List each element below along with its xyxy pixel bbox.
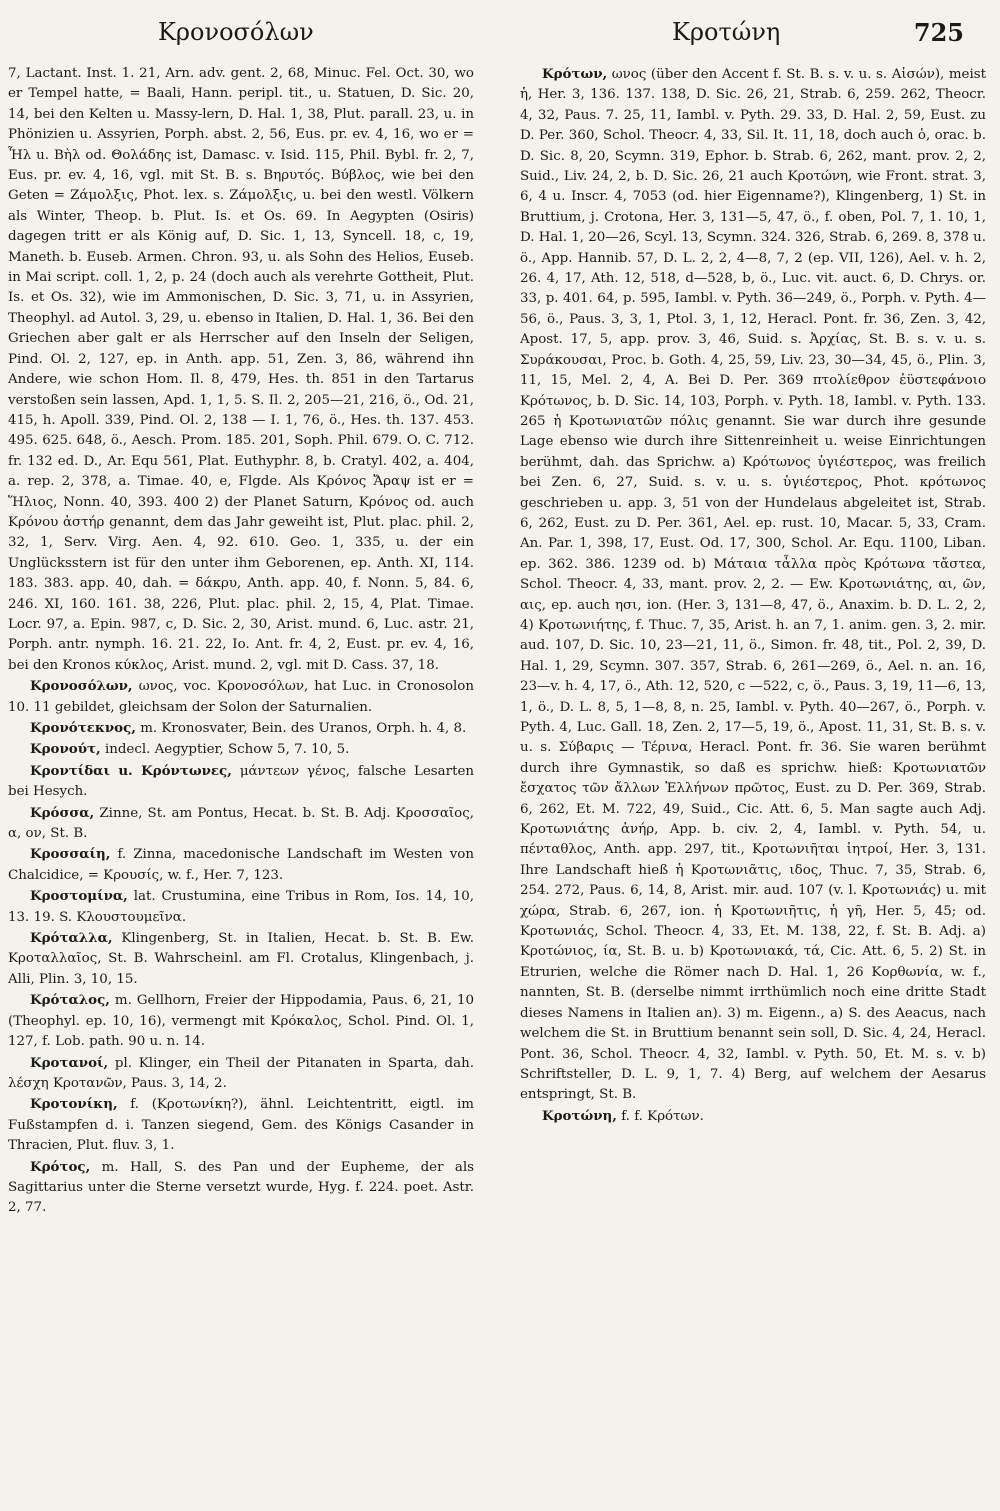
dictionary-entry [8, 761, 474, 803]
entry-text: f. (Κροτωνίκη?), ähnl. Leichtentritt, eigtl. im Fußstampfen d. i. Tanzen siegend, Gem. des Königs Casander in Thracien, Plut. fluv. 3, 1. [8, 1097, 474, 1154]
entry-text: Zinne, St. am Pontus, Hecat. b. St. B. Adj. Κροσσαῖος, α, ον, St. B. [8, 805, 475, 842]
entry-headword: Κροτονίκη, [30, 1096, 118, 1113]
entry-headword: Κρόσσα, [30, 804, 95, 821]
dictionary-entry [8, 1094, 474, 1156]
entry-text: f. Zinna, macedonische Landschaft im Westen von Chalcidice, = Κρουσίς, w. f., Her. 7, 123. [8, 847, 474, 883]
dictionary-entry [8, 1053, 474, 1095]
entry-headword: Κροτανοί, [30, 1054, 109, 1071]
entry-text: ωνος (über den Accent f. St. B. s. v. u. s. Αἰσών), meist ἡ, Her. 3, 136. 137. 138, D. Sic. 26, 21, Strab. 6, 259. 262, Theocr. 4, 32, Paus. 7. 25, 11, Iambl. v. Pyth. 29. 33, D. Hal. 2, 59, Eust. zu D. Per. 360, Schol. Theocr. 4, 33, Sil. It. 11, 18, doch auch ὁ, orac. b. D. Sic. 8, 20, Scymn. 319, Ephor. b. Strab. 6, 262, mant. prov. 2, 2, Suid., Liv. 24, 2, b. D. Sic. 26, 21 auch Κροτώνη, wie Front. strat. 3, 6, 4 u. Inscr. 4, 7053 (od. hier Eigenname?), Klingenberg, 1) St. in Bruttium, j. Crotona, Her. 3, 131—5, 47, ö., f. oben, Pol. 7, 1. 10, 1, D. Hal. 1, 20—26, Scyl. 13, Scymn. 324. 326, Strab. 6, 269. 8, 378 u. ö., App. Hannib. 57, D. L. 2, 2, 4—8, 7, 2 (ep. VII, 126), Ael. v. h. 2, 26. 4, 17, Ath. 12, 518, d—528, b, ö., Luc. vit. auct. 6, D. Chrys. or. 33, p. 401. 64, p. 595, Iambl. v. Pyth. 36—249, ö., Porph. v. Pyth. 4—56, ö., Paus. 3, 3, 1, Ptol. 3, 1, 12, Heracl. Pont. fr. 36, Zen. 3, 42, Apost. 17, 5, app. prov. 3, 46, Suid. s. Ἀρχίας, St. B. s. v. u. s. Συράκουσαι, Proc. b. Goth. 4, 25, 59, Liv. 23, 30—34, 45, ö., Plin. 3, 11, 15, Mel. 2, 4, A. Bei D. Per. 369 πτολίεθρον ἐϋστεφάνοιο Κρότωνος, b. D. Sic. 14, 103, Porph. v. Pyth. 18, Iambl. v. Pyth. 133. 265 ἡ Κροτωνιατῶν πόλις genannt. Sie war durch ihre gesunde Lage ebenso wie durch ihre Sittenreinheit u. weise Einrichtungen berühmt, dah. das Sprichw. a) Κρότωνος ὑγιέστερος, was freilich bei Zen. 6, 27, Suid. s. v. u. s. ὑγιέστερος, Phot. κρότωνος geschrieben u. app. 3, 51 von der Hundelaus abgeleitet ist, Strab. 6, 262, Eust. zu D. Per. 361, Ael. ep. rust. 10, Macar. 5, 33, Cram. An. Par. 1, 398, 17, Eust. Od. 17, 300, Schol. Ar. Equ. 1100, Liban. ep. 362. 386. 1239 od. b) Μάταια τἆλλα πρὸς Κρότωνα τἄστεα, Schol. Theocr. 4, 33, mant. prov. 2, 2. — Ew. Κροτωνιάτης, αι, ῶν, αις, ep. auch ησι, ion. (Her. 3, 131—8, 47, ö., Anaxim. b. D. L. 2, 2, 4) Κροτωνιήτης, f. Thuc. 7, 35, Arist. h. an 7, 1. anim. gen. 3, 2. mir. aud. 107, D. Sic. 10, 23—21, 11, ö., Simon. fr. 48, tit., Pol. 2, 39, D. Hal. 1, 29, Scymn. 307. 357, Strab. 6, 261—269, ö., Ael. n. an. 16, 23—v. h. 4, 17, ö., Ath. 12, 520, c —522, c, ö., Paus. 3, 19, 11—6, 13, 1, ö., D. L. 8, 5, 1—8, 8, n. 25, Iambl. v. Pyth. 40—267, ö., Porph. v. Pyth. 4, Luc. Gall. 18, Zen. 2, 17—5, 19, ö., Apost. 11, 31, St. B. s. v. u. s. Σύβαρις — Τέρινα, Heracl. Pont. fr. 36. Sie waren berühmt durch ihre Gymnastik, so daß es sprichw. hieß: Κροτωνιατῶν ἔσχατος τῶν ἄλλων Ἑλλήνων πρῶτος, Eust. zu D. Per. 369, Strab. 6, 262, Et. M. 722, 49, Suid., Cic. Att. 6, 5. Man sagte auch Adj. Κροτωνιάτης ἀνήρ, App. b. civ. 2, 4, Iambl. v. Pyth. 54, u. πένταθλος, Anth. app. 297, tit., Κροτωνιῆται ἰητροί, Her. 3, 131. Ihre Landschaft hieß ἡ Κροτωνιᾶτις, ιδος, Thuc. 7, 35, Strab. 6, 254. 272, Paus. 6, 14, 8, Arist. mir. aud. 107 (v. l. Κροτωνιάς) u. mit χώρα, Strab. 6, 267, ion. ἡ Κροτωνιῆτις, ἡ γῆ, Her. 5, 45; od. Κροτωνιάς, Schol. Theocr. 4, 33, Et. M. 138, 22, f. St. B. Adj. a) Κροτώνιος, ία, St. B. u. b) Κροτωνιακά, τά, Cic. Att. 6, 5. 2) St. in Etrurien, welche die Römer nach D. Hal. 1, 26 Κορθωνία, w. f., nannten, St. B. (derselbe nimmt irrthümlich noch eine dritte Stadt dieses Namens in Italien an). 3) m. Eigenn., a) S. des Aeacus, nach welchem die St. in Bruttium benannt sein soll, D. Sic. 4, 24, Heracl. Pont. 36, Schol. Theocr. 4, 32, Iambl. v. Pyth. 50, Et. M. s. v. b) Schriftsteller, D. L. 9, 1, 7. 4) Berg, auf welchem der Aesarus entspringt, St. B. [520, 67, 987, 1103]
left-catchword: Κρονοσόλων [158, 18, 314, 46]
entry-text: m. Kronosvater, Bein. des Uranos, Orph. h. 4, 8. [140, 721, 467, 736]
dictionary-entry [8, 1157, 474, 1219]
right-catchword: Κροτώνη [672, 18, 781, 46]
entry-text: μάντεων γένος, falsche Lesarten bei Hesych. [8, 763, 474, 800]
page-number: 725 [913, 18, 964, 47]
entry-text: pl. Klinger, ein Theil der Pitanaten in Sparta, dah. λέσχη Κροτανῶν, Paus. 3, 14, 2. [8, 1055, 474, 1091]
entry-text: indecl. Aegyptier, Schow 5, 7. 10, 5. [104, 742, 350, 758]
entry-text: m. Gellhorn, Freier der Hippodamia, Paus. 6, 21, 10 (Theophyl. ep. 10, 16), vermengt mit Κρόκαλος, Schol. Pind. Ol. 1, 127, f. Lob. path. 90 u. n. 14. [8, 993, 474, 1050]
dictionary-entry [520, 1106, 986, 1127]
entry-text: Klingenberg, St. in Italien, Hecat. b. St. B. Ew. Κροταλλαῖος, St. B. Wahrscheinl. am Fl. Crotalus, Klingenbach, j. Alli, Plin. 3, 10, 15. [8, 931, 474, 987]
entry-headword: Κρονούτ, [30, 741, 101, 758]
entry-headword: Κρόταλλα, [30, 930, 113, 947]
dictionary-entry [8, 803, 474, 845]
entry-headword: Κρονότεκνος, [30, 720, 136, 736]
entry-headword: Κροστομίνα, [30, 888, 128, 905]
entry-text: f. f. Κρότων. [621, 1108, 704, 1124]
dictionary-entry [8, 739, 474, 760]
entry-text: 7, Lactant. Inst. 1. 21, Arn. adv. gent. 2, 68, Minuc. Fel. Oct. 30, wo er Tempel hatte, = Baali, Hann. peripl. tit., u. Statuen, D. Sic. 20, 14, bei den Kelten u. Massy-lern, D. Hal. 1, 38, Plut. parall. 23, u. in Phönizien u. Assyrien, Porph. abst. 2, 56, Eus. pr. ev. 4, 16, wo er = Ἦλ u. Βὴλ od. Θολάδης ist, Damasc. v. Isid. 115, Phil. Bybl. fr. 2, 7, Eus. pr. ev. 4, 16, vgl. mit St. B. s. Βηρυτός. Βύβλος, wie bei den Geten = Ζάμολξις, Phot. lex. s. Ζάμολξις, u. bei den westl. Völkern als Winter, Theop. b. Plut. Is. et Os. 69. In Aegypten (Osiris) dagegen tritt er als König auf, D. Sic. 1, 13, Syncell. 18, c, 19, Maneth. b. Euseb. Armen. Chron. 93, u. als Sohn des Helios, Euseb. in Mai script. coll. 1, 2, p. 24 (doch auch als verehrte Gottheit, Plut. Is. et Os. 32), wie im Ammonischen, D. Sic. 3, 71, u. in Assyrien, Theophyl. ad Autol. 3, 29, u. ebenso in Italien, D. Hal. 1, 36. Bei den Griechen aber galt er als Herrscher auf den Inseln der Seligen, Pind. Ol. 2, 127, ep. in Anth. app. 51, Zen. 3, 86, während ihn Andere, wie schon Hom. Il. 8, 479, Hes. th. 851 in den Tartarus verstoßen sein lassen, Apd. 1, 1, 5. S. Il. 2, 205—21, 216, ö., Od. 21, 415, h. Apoll. 339, Pind. Ol. 2, 138 — I. 1, 76, ö., Hes. th. 137. 453. 495. 625. 648, ö., Aesch. Prom. 185. 201, Soph. Phil. 679. O. C. 712. fr. 132 ed. D., Ar. Equ 561, Plat. Euthyphr. 8, b. Cratyl. 402, a. 404, a. rep. 2, 378, a. Timae. 40, e, Flgde. Als Κρόνος Ἄραψ ist er = Ἥλιος, Nonn. 40, 393. 400 2) der Planet Saturn, Κρόνος od. auch Κρόνου ἀστήρ genannt, dem das Jahr geweiht ist, Plut. plac. phil. 2, 32, 1, Serv. Virg. Aen. 4, 92. 610. Geo. 1, 335, u. der ein Unglücksstern ist für den unter ihm Geborenen, ep. Anth. XI, 114. 183. 383. app. 40, dah. = δάκρυ, Anth. app. 40, f. Nonn. 5, 84. 6, 246. XI, 160. 161. 38, 226, Plut. plac. phil. 2, 15, 4, Plat. Timae. Locr. 97, a. Epin. 987, c, D. Sic. 2, 30, Arist. mund. 6, Luc. astr. 21, Porph. antr. nymph. 16. 21. 22, Io. Ant. fr. 4, 2, Eust. pr. ev. 4, 16, bei den Kronos κύκλος, Arist. mund. 2, vgl. mit D. Cass. 37, 18. [8, 66, 474, 673]
right-column [520, 64, 986, 1127]
entry-text: lat. Crustumina, eine Tribus in Rom, Ios. 14, 10, 13. 19. S. Κλουστουμεῖνα. [8, 889, 474, 925]
dictionary-entry [520, 64, 986, 1106]
running-head [0, 14, 1000, 58]
entry-text: ωνος, voc. Κρονοσόλων, hat Luc. in Cronosolon 10. 11 gebildet, gleichsam der Solon der Saturnalien. [8, 679, 474, 715]
entry-headword: Κροσσαίη, [30, 846, 111, 863]
entry-headword: Κροντίδαι u. Κρόντωνες, [30, 762, 232, 779]
entry-headword: Κρότων, [542, 66, 608, 82]
dictionary-entry [8, 928, 474, 990]
dictionary-entry [8, 844, 474, 886]
dictionary-entry [8, 64, 474, 676]
left-column [8, 64, 474, 1219]
entry-headword: Κροτώνη, [542, 1107, 617, 1124]
entry-headword: Κρόταλος, [30, 992, 110, 1009]
entry-text: m. Hall, S. des Pan und der Eupheme, der als Sagittarius unter die Sterne versetzt wurde, Hyg. f. 224. poet. Astr. 2, 77. [8, 1159, 474, 1216]
dictionary-entry [8, 718, 474, 739]
dictionary-entry [8, 990, 474, 1052]
entry-headword: Κρονοσόλων, [30, 678, 133, 695]
dictionary-entry [8, 886, 474, 928]
entry-headword: Κρότος, [30, 1158, 91, 1175]
dictionary-entry [8, 676, 474, 718]
